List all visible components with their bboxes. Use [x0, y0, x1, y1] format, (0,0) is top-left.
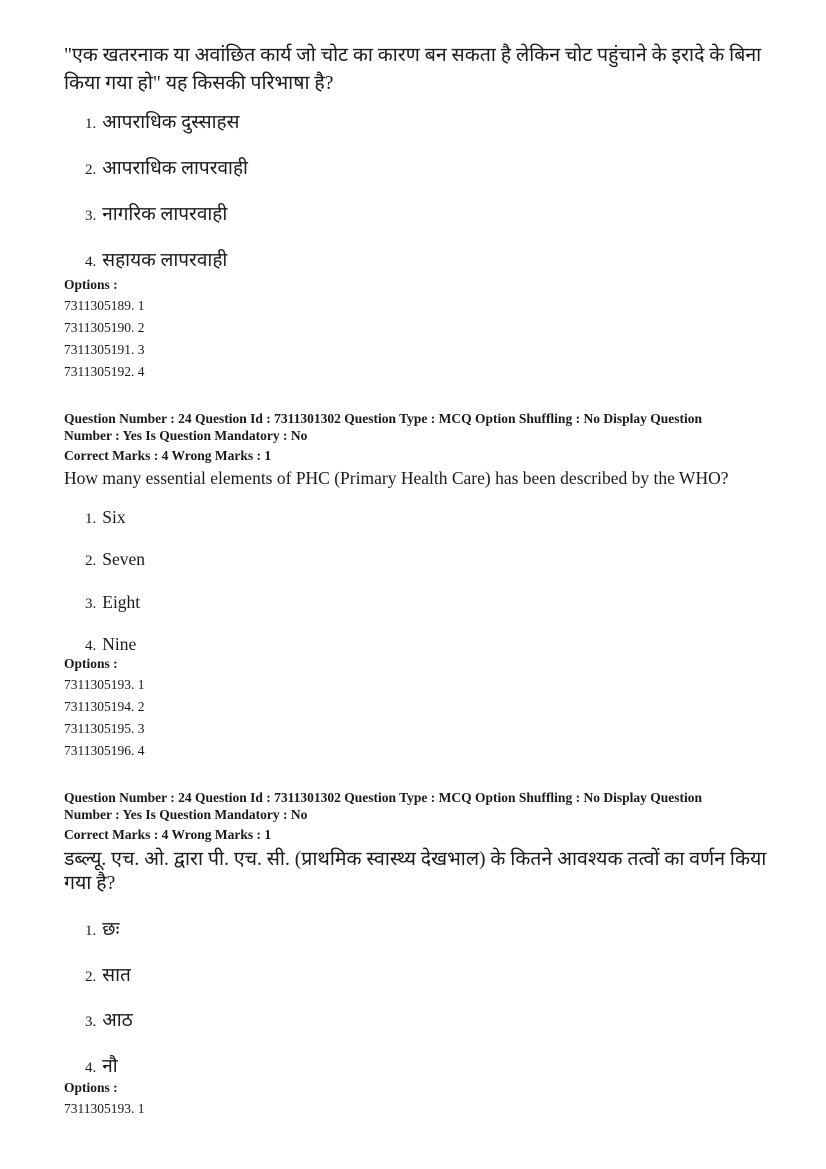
option-text: सहायक लापरवाही	[102, 250, 228, 271]
question-text-line: "एक खतरनाक या अवांछित कार्य जो चोट का कारण बन सकता है लेकिन चोट पहुंचाने के इरादे के बिना	[64, 45, 762, 66]
option-number: 1.	[85, 923, 97, 939]
option-number: 1.	[85, 116, 97, 132]
question-text-line: किया गया हो" यह किसकी परिभाषा है?	[64, 73, 334, 94]
option-item	[85, 548, 145, 572]
option-code: 7311305191. 3	[64, 342, 145, 357]
option-code: 7311305190. 2	[64, 320, 145, 335]
option-code: 7311305194. 2	[64, 699, 145, 714]
option-item	[85, 1010, 133, 1033]
question-text: How many essential elements of PHC (Primary Health Care) has been described by the WHO?	[64, 468, 729, 488]
question-meta: Number : Yes Is Question Mandatory : No	[64, 807, 308, 822]
option-number: 4.	[85, 1060, 97, 1076]
option-item	[85, 506, 126, 530]
option-item	[85, 112, 239, 135]
option-number: 4.	[85, 638, 97, 654]
option-text: Nine	[102, 634, 137, 654]
option-text: Eight	[102, 592, 141, 612]
option-text: छः	[102, 919, 120, 940]
option-item	[85, 158, 248, 181]
question-meta: Question Number : 24 Question Id : 7311301302 Question Type : MCQ Option Shuffling : No Display Question	[64, 411, 702, 426]
option-code: 7311305193. 1	[64, 1101, 145, 1116]
option-number: 3.	[85, 1014, 97, 1030]
option-item	[85, 1056, 118, 1079]
option-number: 2.	[85, 162, 97, 178]
option-item	[85, 633, 136, 657]
question-text-line: डब्ल्यू. एच. ओ. द्वारा पी. एच. सी. (प्राथमिक स्वास्थ्य देखभाल) के कितने आवश्यक तत्वों का वर्णन किया	[64, 849, 767, 870]
question-marks: Correct Marks : 4 Wrong Marks : 1	[64, 827, 272, 842]
option-text: Six	[102, 507, 126, 527]
option-text: सात	[102, 965, 131, 986]
options-label: Options :	[64, 277, 118, 292]
question-meta: Question Number : 24 Question Id : 7311301302 Question Type : MCQ Option Shuffling : No Display Question	[64, 790, 702, 805]
option-number: 3.	[85, 596, 97, 612]
option-text: Seven	[102, 549, 146, 569]
question-meta: Number : Yes Is Question Mandatory : No	[64, 428, 308, 443]
option-number: 1.	[85, 511, 97, 527]
question-text-line: गया है?	[64, 873, 116, 894]
option-number: 4.	[85, 254, 97, 270]
option-text: आठ	[102, 1010, 133, 1031]
option-item	[85, 250, 227, 273]
option-code: 7311305192. 4	[64, 364, 145, 379]
option-code: 7311305195. 3	[64, 721, 145, 736]
option-text: नौ	[102, 1056, 118, 1077]
option-text: नागरिक लापरवाही	[102, 204, 228, 225]
option-item	[85, 919, 119, 942]
option-code: 7311305189. 1	[64, 298, 145, 313]
question-marks: Correct Marks : 4 Wrong Marks : 1	[64, 448, 272, 463]
option-text: आपराधिक लापरवाही	[102, 158, 248, 179]
options-label: Options :	[64, 1080, 118, 1095]
option-code: 7311305196. 4	[64, 743, 145, 758]
option-code: 7311305193. 1	[64, 677, 145, 692]
option-text: आपराधिक दुस्साहस	[102, 112, 240, 133]
options-label: Options :	[64, 656, 118, 671]
option-item	[85, 591, 140, 615]
option-number: 2.	[85, 553, 97, 569]
option-item	[85, 204, 227, 227]
option-number: 3.	[85, 208, 97, 224]
option-number: 2.	[85, 969, 97, 985]
option-item	[85, 965, 131, 988]
